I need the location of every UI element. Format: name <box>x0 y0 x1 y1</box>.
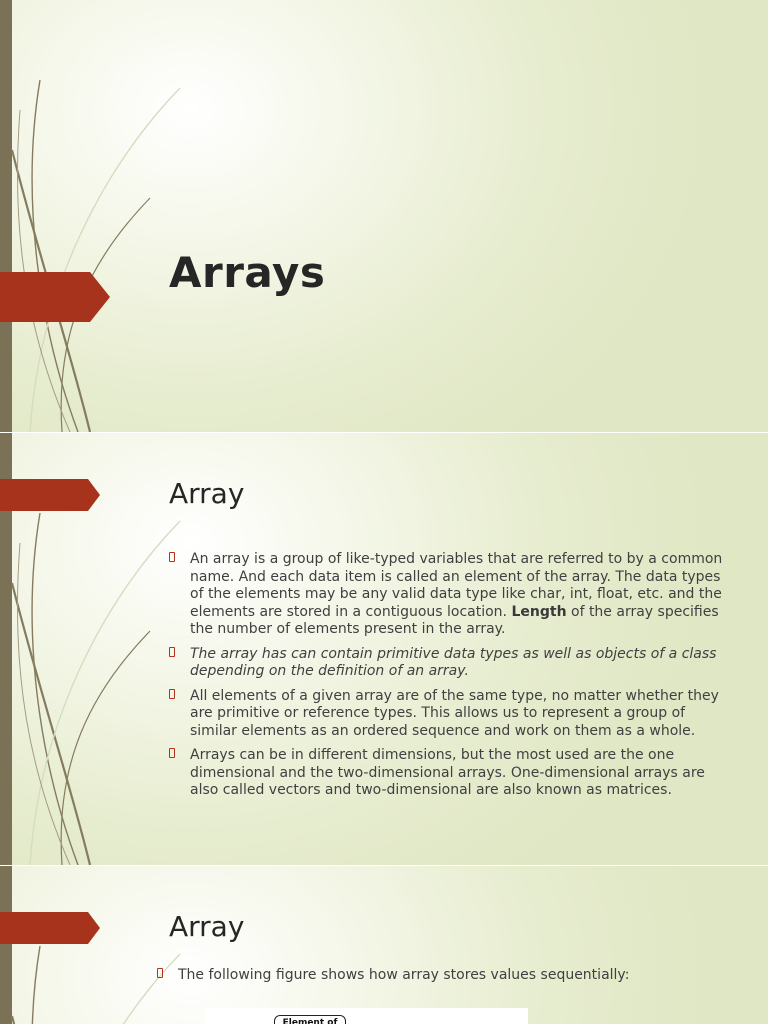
bullet-text: of the array specifies the number of elements present in the array. <box>190 603 719 637</box>
slide-2 <box>0 433 768 865</box>
square-bullet-icon <box>169 647 175 657</box>
bullet-bold-text: Length <box>511 603 567 620</box>
bullet-list <box>169 551 729 807</box>
bullet-text: The following figure shows how array stores values sequentially: <box>178 967 630 983</box>
square-bullet-icon <box>169 748 175 758</box>
square-bullet-icon <box>169 552 175 562</box>
slide-3 <box>0 866 768 1024</box>
list-item <box>157 967 737 985</box>
square-bullet-icon <box>157 968 163 978</box>
slide-title: Array <box>169 910 245 943</box>
arrow-tag-icon <box>0 912 100 944</box>
array-figure <box>205 1008 528 1024</box>
list-item <box>169 646 729 681</box>
slide-title: Array <box>169 477 245 510</box>
figure-label: Element of <box>274 1015 346 1024</box>
arrow-tag-icon <box>0 479 100 511</box>
arrow-tag-icon <box>0 272 110 322</box>
bullet-text: Arrays can be in different dimensions, but the most used are the one dimensional and the two-dimensional arrays. One-dimensional arrays are also called vectors and two-dimensional are also known as matrices. <box>190 747 705 798</box>
list-item <box>169 551 729 639</box>
decorative-swirl-icon <box>0 0 200 432</box>
bullet-list <box>157 967 737 992</box>
list-item <box>169 688 729 741</box>
bullet-text: All elements of a given array are of the same type, no matter whether they are primitive or reference types. This allows us to represent a group of similar elements as an ordered sequence and work on them as a whole. <box>190 687 719 739</box>
list-item <box>169 747 729 800</box>
bullet-text: An array is a group of like-typed variables that are referred to by a common name. And each data item is called an element of the array. The data types of the elements may be any valid data type like char, int, float, etc. and the elements are stored in a contiguous location. <box>190 551 723 620</box>
bullet-text: The array has can contain primitive data types as well as objects of a class depending on the definition of an array. <box>190 645 717 679</box>
slide-1 <box>0 0 768 432</box>
square-bullet-icon <box>169 689 175 699</box>
decorative-swirl-icon <box>0 866 200 1024</box>
presentation-title: Arrays <box>169 248 326 297</box>
